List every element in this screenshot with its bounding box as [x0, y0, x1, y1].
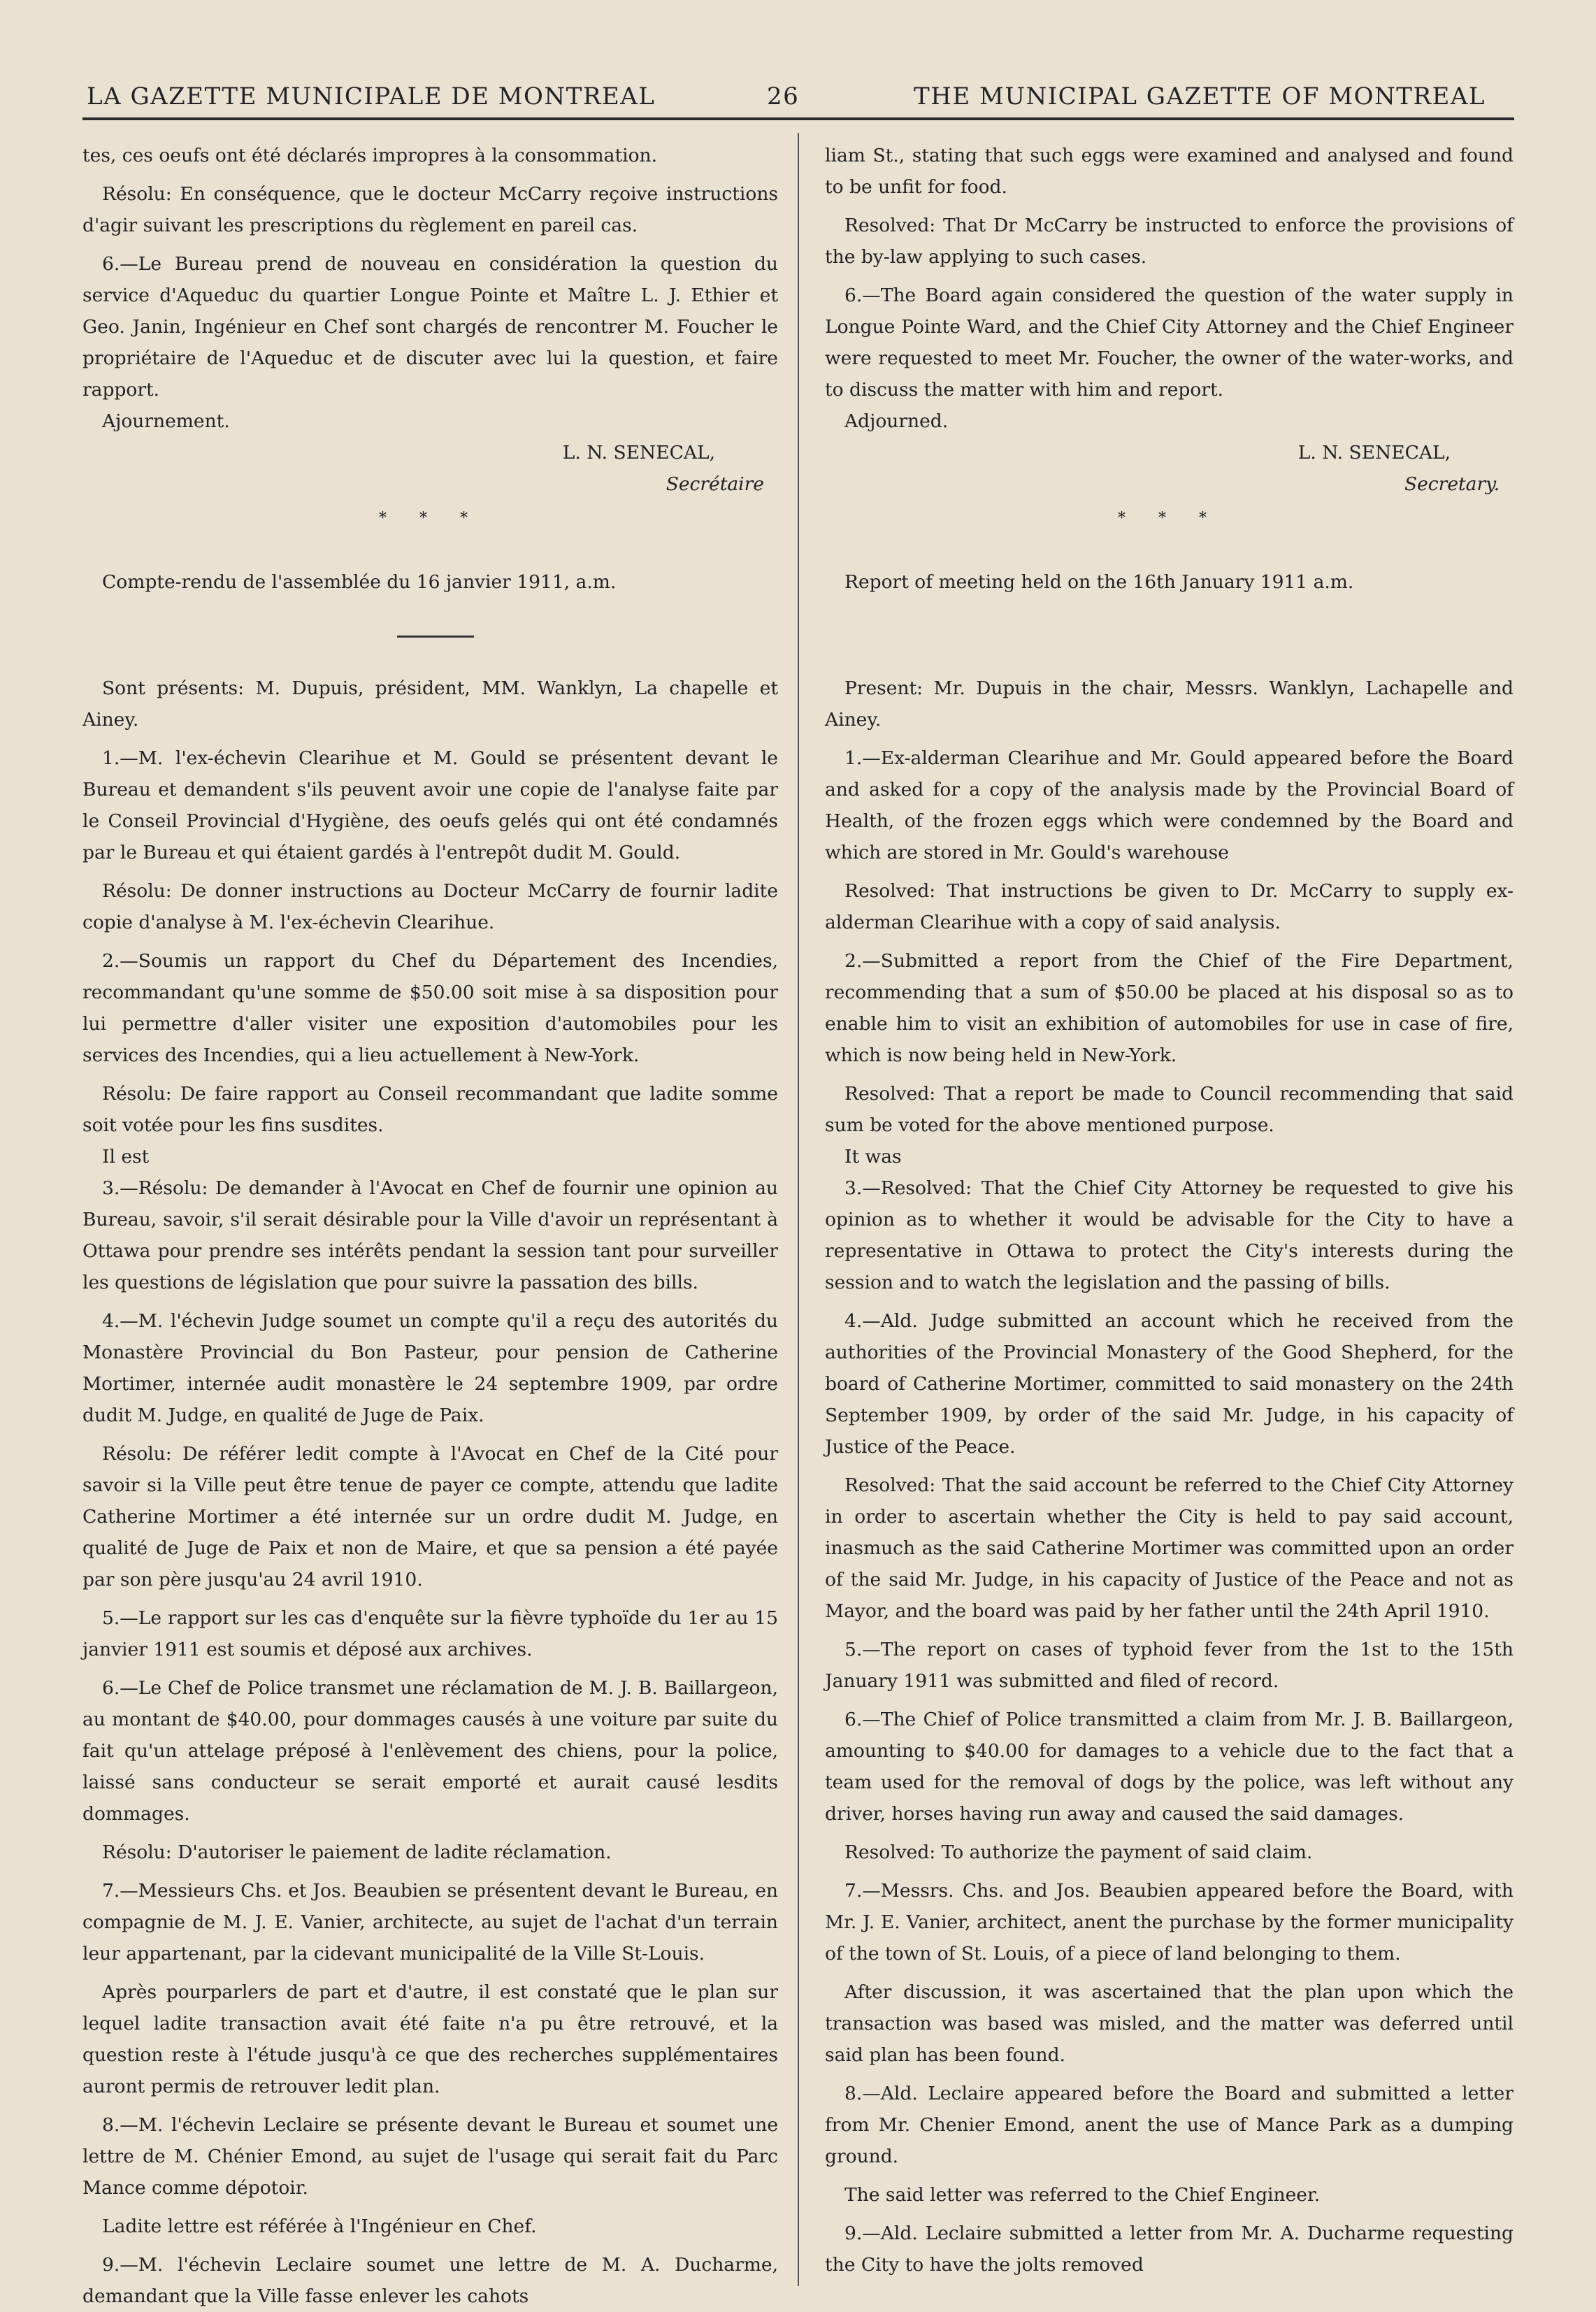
paragraph: 1.—M. l'ex-échevin Clearihue et M. Gould se présentent devant le Bureau et demandent s'ils peuvent avoir une copie de l'analyse faite par le Conseil Provincial d'Hygiène, des oeufs gelés qui ont été condamnés par le Bureau et qui étaient gardés à l'entrepôt dudit M. Gould. — [82, 747, 778, 863]
paragraph: Sont présents: M. Dupuis, président, MM. Wanklyn, La chapelle et Ainey. — [82, 677, 778, 731]
column-divider — [798, 133, 799, 2286]
paragraph: 8.—M. l'échevin Leclaire se présente devant le Bureau et soumet une lettre de M. Chénier Emond, au sujet de l'usage qui serait fait du Parc Mance comme dépotoir. — [82, 2114, 778, 2199]
section-separator: * * * — [379, 510, 482, 527]
paragraph: 3.—Résolu: De demander à l'Avocat en Chef de fournir une opinion au Bureau, savoir, s'il serait désirable pour la Ville d'avoir un représentant à Ottawa pour prendre ses intérêts pendant la session tant pour surveiller les questions de législation que pour suivre la passation des bills. — [82, 1177, 778, 1293]
paragraph: Resolved: To authorize the payment of said claim. — [844, 1841, 1313, 1863]
paragraph: Après pourparlers de part et d'autre, il est constaté que le plan sur lequel ladite transaction avait été faite n'a pu être retrouvé, et la question reste à l'étude jusqu'à ce que des recherches supplémentaires auront permis de retrouver ledit plan. — [82, 1981, 778, 2097]
report-title: Compte-rendu de l'assemblée du 16 janvier 1911, a.m. — [102, 571, 617, 593]
paragraph: Adjourned. — [844, 410, 949, 432]
paragraph: Résolu: De faire rapport au Conseil recommandant que ladite somme soit votée pour les fins susdites. — [82, 1083, 778, 1136]
paragraph: 4.—M. l'échevin Judge soumet un compte qu'il a reçu des autorités du Monastère Provincial du Bon Pasteur, pour pension de Catherine Mortimer, internée audit monastère le 24 septembre 1909, par ordre dudit M. Judge, en qualité de Juge de Paix. — [82, 1310, 778, 1426]
paragraph: 1.—Ex-alderman Clearihue and Mr. Gould appeared before the Board and asked for a copy of the analysis made by the Provincial Board of Health, of the frozen eggs which were condemned by the Board and which are stored in Mr. Gould's warehouse — [825, 747, 1514, 863]
report-title: Report of meeting held on the 16th January 1911 a.m. — [844, 571, 1354, 593]
paragraph: Present: Mr. Dupuis in the chair, Messrs. Wanklyn, Lachapelle and Ainey. — [825, 677, 1514, 731]
paragraph: 5.—Le rapport sur les cas d'enquête sur la fièvre typhoïde du 1er au 15 janvier 1911 est soumis et déposé aux archives. — [82, 1607, 778, 1660]
english-column — [825, 140, 1514, 2281]
header-english-title: THE MUNICIPAL GAZETTE OF MONTREAL — [914, 82, 1486, 110]
header-rule — [82, 117, 1514, 120]
paragraph: Résolu: De référer ledit compte à l'Avocat en Chef de la Cité pour savoir si la Ville peut être tenue de payer ce compte, attendu que ladite Catherine Mortimer a été internée sur un ordre dudit M. Judge, en qualité de Juge de Paix et non de Maire, et que sa pension a été payée par son père jusqu'au 24 avril 1910. — [82, 1443, 778, 1591]
paragraph: Resolved: That instructions be given to Dr. McCarry to supply ex-alderman Clearihue with a copy of said analysis. — [825, 880, 1514, 933]
paragraph: 9.—Ald. Leclaire submitted a letter from Mr. A. Ducharme requesting the City to have the jolts removed — [825, 2223, 1514, 2276]
paragraph: 6.—Le Chef de Police transmet une réclamation de M. J. B. Baillargeon, au montant de $40.00, pour dommages causés à une voiture par suite du fait qu'un attelage préposé à l'enlèvement des chiens, pour la police, laissé sans conducteur se serait emporté et aurait causé lesdits dommages. — [82, 1677, 778, 1825]
paragraph: 9.—M. l'échevin Leclaire soumet une lettre de M. A. Ducharme, demandant que la Ville fasse enlever les cahots — [82, 2254, 778, 2307]
short-rule — [397, 636, 474, 638]
paragraph: Résolu: De donner instructions au Docteur McCarry de fournir ladite copie d'analyse à M. l'ex-échevin Clearihue. — [82, 880, 778, 933]
paragraph: 6.—The Board again considered the question of the water supply in Longue Pointe Ward, and the Chief City Attorney and the Chief Engineer were requested to meet Mr. Foucher, the owner of the water-works, and to discuss the matter with him and report. — [825, 285, 1514, 401]
paragraph: 3.—Resolved: That the Chief City Attorney be requested to give his opinion as to whether it would be advisable for the City to have a representative in Ottawa to protect the City's interests during the session and to watch the legislation and the passing of bills. — [825, 1177, 1514, 1293]
paragraph: Il est — [102, 1146, 150, 1168]
paragraph: It was — [844, 1146, 902, 1168]
paragraph: liam St., stating that such eggs were examined and analysed and found to be unfit for food. — [825, 145, 1514, 198]
section-separator: * * * — [1118, 510, 1221, 527]
header-french-title: LA GAZETTE MUNICIPALE DE MONTREAL — [87, 82, 656, 110]
paragraph: 8.—Ald. Leclaire appeared before the Board and submitted a letter from Mr. Chenier Emond, anent the use of Mance Park as a dumping ground. — [825, 2083, 1514, 2167]
paragraph: 5.—The report on cases of typhoid fever from the 1st to the 15th January 1911 was submitted and filed of record. — [825, 1639, 1514, 1692]
french-column — [82, 140, 778, 2312]
paragraph: 6.—The Chief of Police transmitted a claim from Mr. J. B. Baillargeon, amounting to $40.00 for damages to a vehicle due to the fact that a team used for the removal of dogs by the police, was left without any driver, horses having run away and caused the said damages. — [825, 1709, 1514, 1825]
paragraph: The said letter was referred to the Chief Engineer. — [844, 2184, 1321, 2206]
signature-name: L. N. SENECAL, — [562, 442, 715, 464]
paragraph: Resolved: That Dr McCarry be instructed to enforce the provisions of the by-law applying to such cases. — [825, 215, 1514, 268]
paragraph: 6.—Le Bureau prend de nouveau en considération la question du service d'Aqueduc du quartier Longue Pointe et Maître L. J. Ethier et Geo. Janin, Ingénieur en Chef sont chargés de rencontrer M. Foucher le propriétaire de l'Aqueduc et de discuter avec lui la question, et faire rapport. — [82, 253, 778, 401]
paragraph: Resolved: That a report be made to Council recommending that said sum be voted for the above mentioned purpose. — [825, 1083, 1514, 1136]
paragraph: Ajournement. — [102, 410, 230, 432]
signature-name: L. N. SENECAL, — [1297, 442, 1451, 464]
signature-title: Secretary. — [1404, 473, 1500, 495]
paragraph: 2.—Soumis un rapport du Chef du Département des Incendies, recommandant qu'une somme de $50.00 soit mise à sa disposition pour lui permettre d'aller visiter une exposition d'automobiles pour les services des Incendies, qui a lieu actuellement à New-York. — [82, 950, 778, 1066]
paragraph: 2.—Submitted a report from the Chief of the Fire Department, recommending that a sum of $50.00 be placed at his disposal so as to enable him to visit an exhibition of automobiles for use in case of fire, which is now being held in New-York. — [825, 950, 1514, 1066]
page-number: 26 — [767, 82, 800, 110]
paragraph: Résolu: D'autoriser le paiement de ladite réclamation. — [102, 1841, 612, 1863]
paragraph: 4.—Ald. Judge submitted an account which he received from the authorities of the Provincial Monastery of the Good Shepherd, for the board of Catherine Mortimer, committed to said monastery on the 24th September 1909, by order of the said Mr. Judge, in his capacity of Justice of the Peace. — [825, 1310, 1514, 1458]
paragraph: Ladite lettre est référée à l'Ingénieur en Chef. — [102, 2216, 537, 2237]
paragraph: Resolved: That the said account be referred to the Chief City Attorney in order to ascertain whether the City is held to pay said account, inasmuch as the said Catherine Mortimer was committed upon an order of the said Mr. Judge, in his capacity of Justice of the Peace and not as Mayor, and the board was paid by her father until the 24th April 1910. — [825, 1474, 1514, 1622]
paragraph: After discussion, it was ascertained that the plan upon which the transaction was based was misled, and the matter was deferred until said plan has been found. — [825, 1981, 1514, 2066]
paragraph: 7.—Messrs. Chs. and Jos. Beaubien appeared before the Board, with Mr. J. E. Vanier, architect, anent the purchase by the former municipality of the town of St. Louis, of a piece of land belonging to them. — [825, 1880, 1514, 1965]
paragraph: tes, ces oeufs ont été déclarés impropres à la consommation. — [82, 145, 658, 166]
signature-title: Secrétaire — [666, 473, 764, 495]
paragraph: 7.—Messieurs Chs. et Jos. Beaubien se présentent devant le Bureau, en compagnie de M. J. E. Vanier, architecte, au sujet de l'achat d'un terrain leur appartenant, par la cidevant municipalité de la Ville St-Louis. — [82, 1880, 778, 1965]
paragraph: Résolu: En conséquence, que le docteur McCarry reçoive instructions d'agir suivant les prescriptions du règlement en pareil cas. — [82, 183, 778, 236]
